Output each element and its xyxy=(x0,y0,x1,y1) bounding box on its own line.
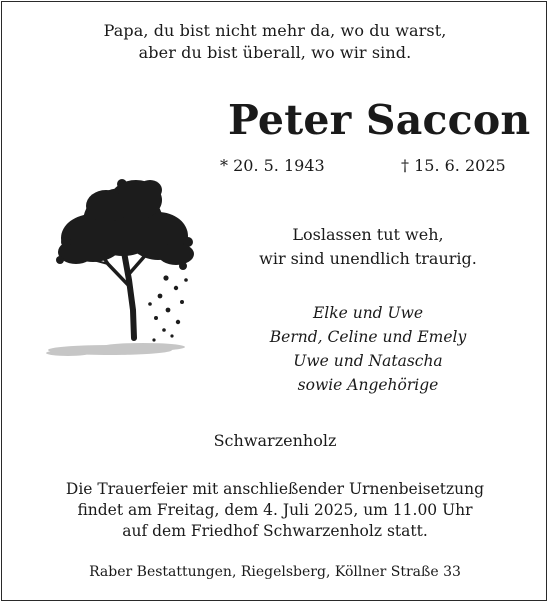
birth-date: * 20. 5. 1943 xyxy=(220,156,325,175)
motto-line-1: Papa, du bist nicht mehr da, wo du warst, xyxy=(103,21,447,40)
death-date: † 15. 6. 2025 xyxy=(401,156,506,175)
verse-line-2: wir sind unendlich traurig. xyxy=(259,249,477,268)
motto-line-2: aber du bist überall, wo wir sind. xyxy=(138,43,412,62)
ceremony-line-1: Die Trauerfeier mit anschließender Urnenbeisetzung xyxy=(65,480,485,498)
mourner-entry: sowie Angehörige xyxy=(297,376,439,394)
verse xyxy=(226,223,510,271)
falling-leaves xyxy=(148,275,188,341)
deceased-name: Peter Saccon xyxy=(228,96,531,144)
mourner-entry: Uwe und Natascha xyxy=(293,352,443,370)
tree-shadow xyxy=(46,343,185,356)
undertaker-info: Raber Bestattungen, Riegelsberg, Köllner Straße 33 xyxy=(89,564,461,580)
mourners-list xyxy=(226,301,510,397)
mourner-entry: Elke und Uwe xyxy=(312,304,424,322)
ceremony-details xyxy=(0,479,550,542)
ceremony-line-3: auf dem Friedhof Schwarzenholz statt. xyxy=(122,522,428,540)
motto xyxy=(0,20,550,64)
verse-line-1: Loslassen tut weh, xyxy=(292,225,444,244)
ceremony-line-2: findet am Freitag, dem 4. Juli 2025, um 11.00 Uhr xyxy=(77,501,473,519)
place-name: Schwarzenholz xyxy=(213,431,337,450)
tree-icon xyxy=(38,170,198,365)
mourner-entry: Bernd, Celine und Emely xyxy=(269,328,467,346)
